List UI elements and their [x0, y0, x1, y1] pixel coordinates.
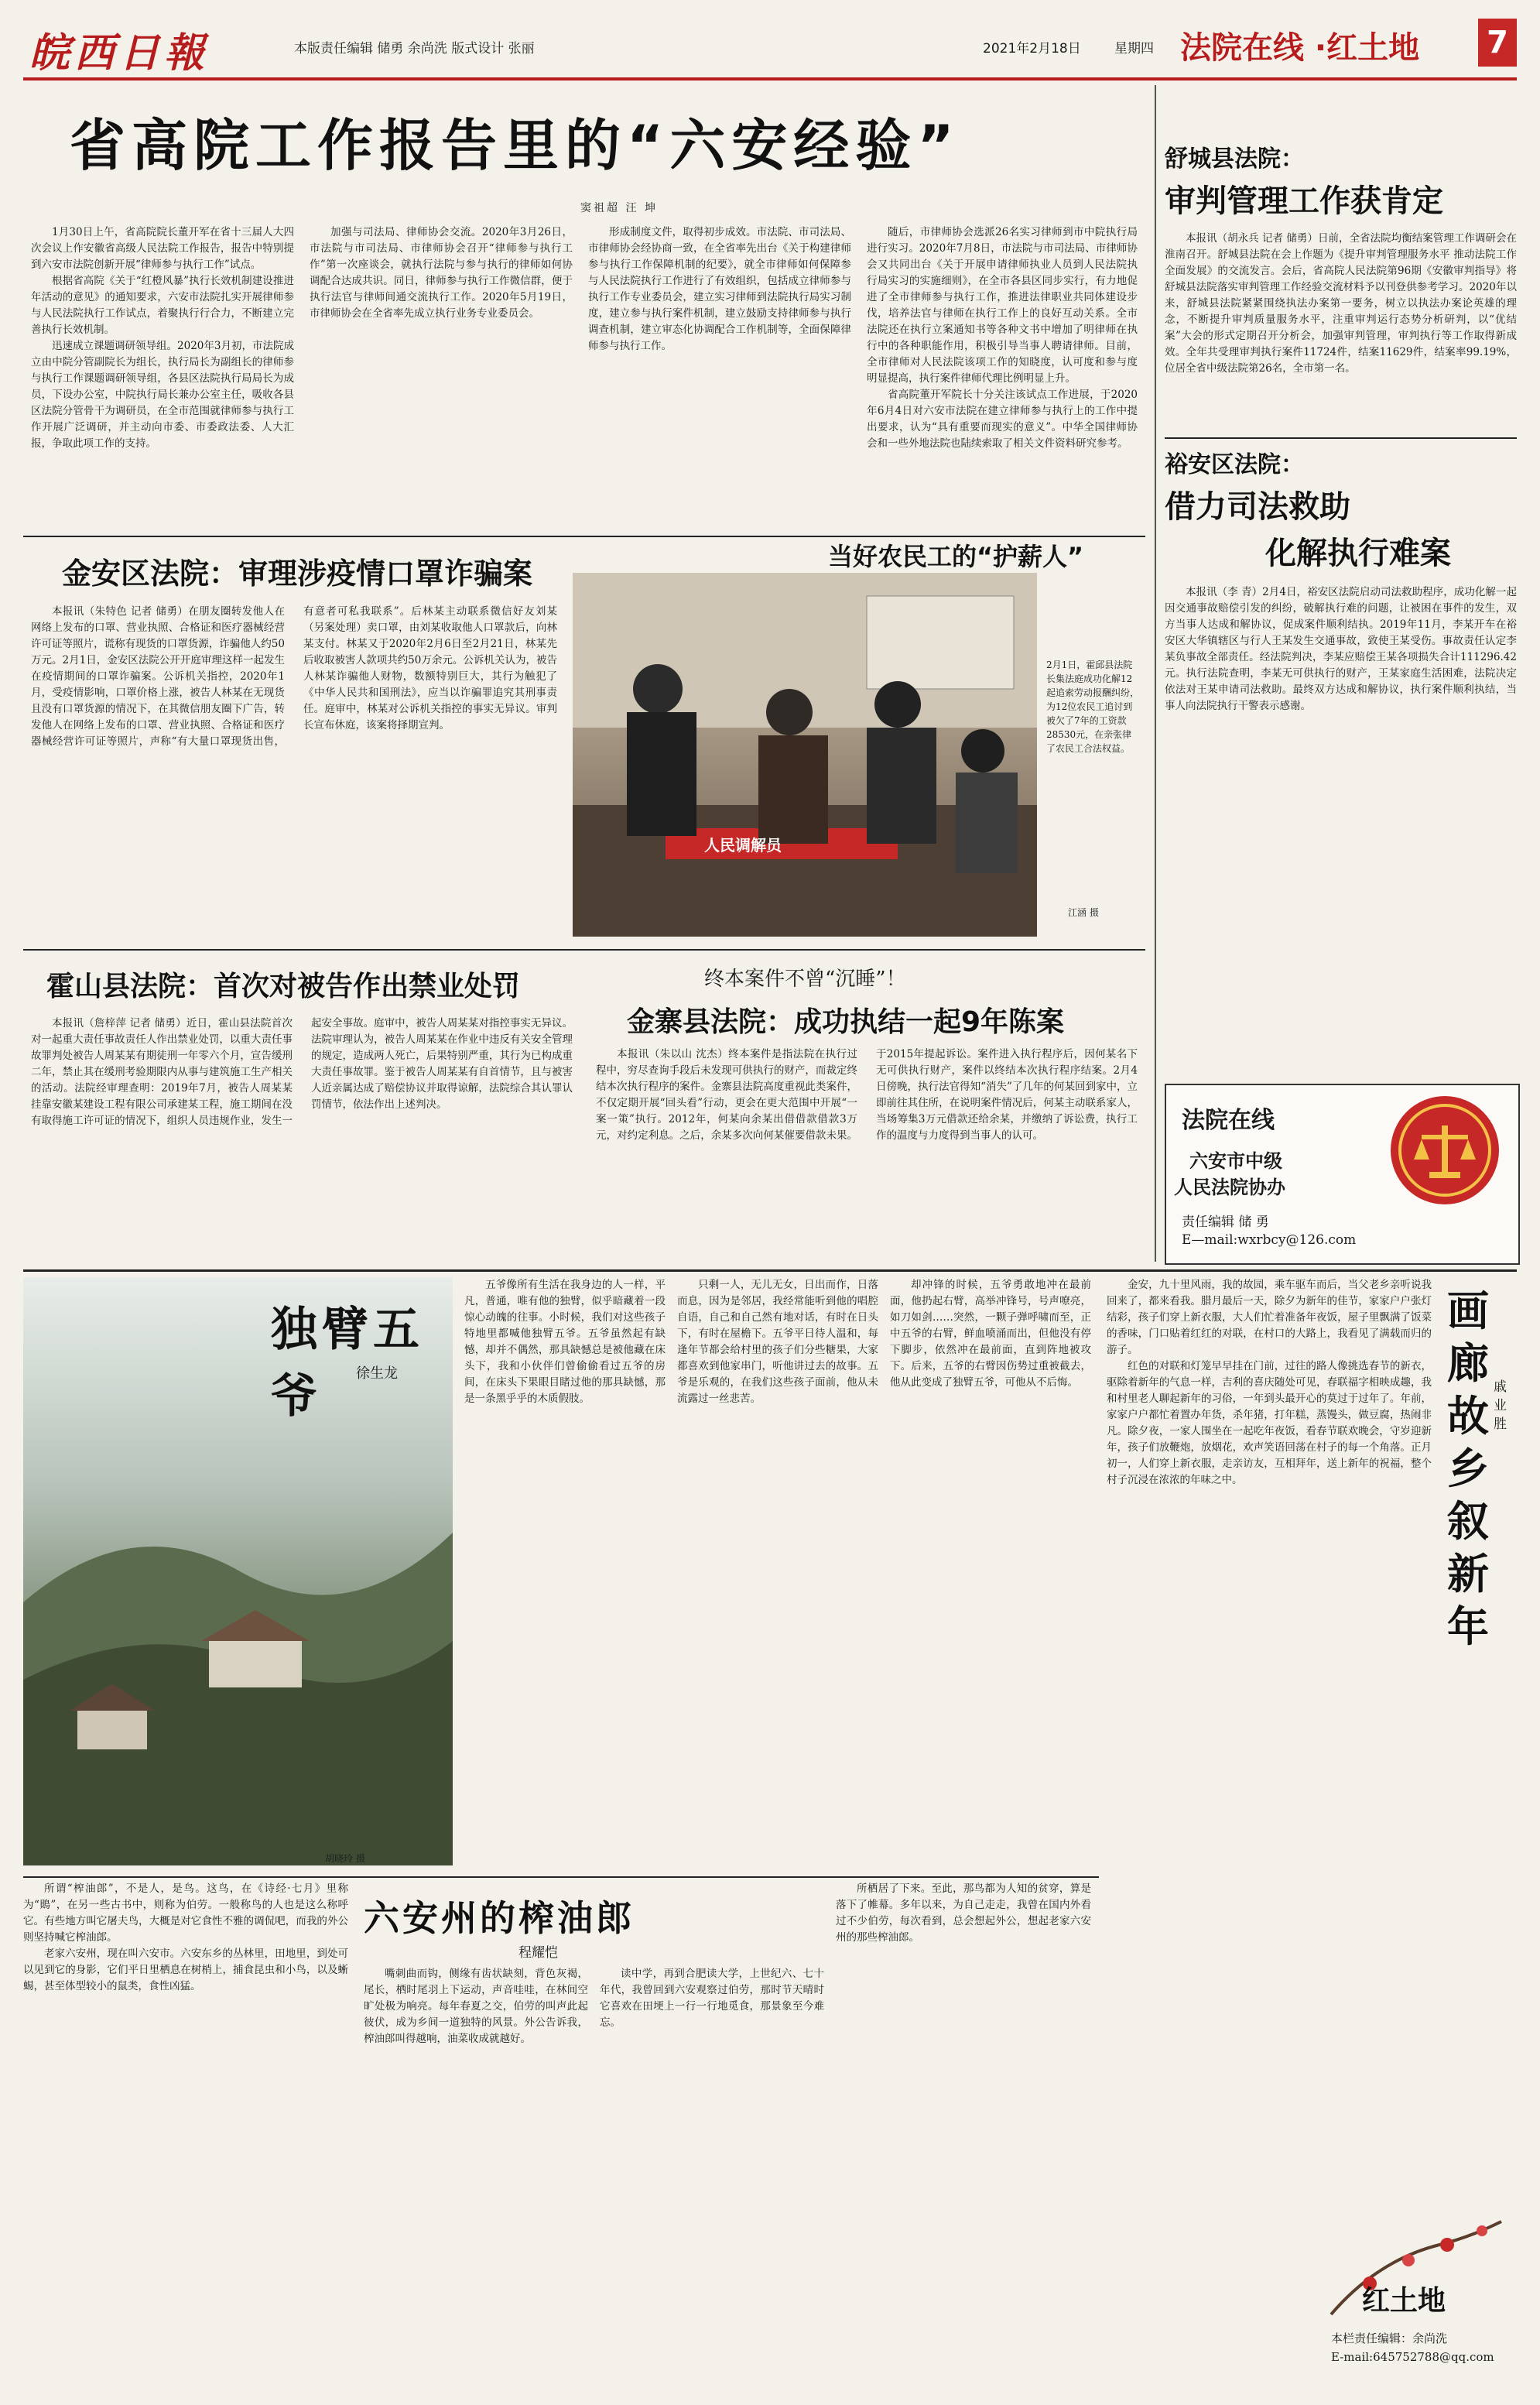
lead-byline: 窦祖超 汪 坤 — [580, 202, 658, 214]
dubi-photo-credit: 胡晓玲 摄 — [325, 1853, 365, 1864]
shucheng-body — [1165, 231, 1517, 428]
photo-story — [573, 542, 1145, 944]
hualang-author: 戚业胜 — [1494, 1379, 1507, 1432]
jinzhai-story — [588, 954, 1145, 1263]
youfang-column — [600, 1966, 824, 2384]
youfang-column — [836, 1881, 1091, 2384]
lead-paragraph: 迅速成立课题调研领导组。2020年3月初，市法院成立由中院分管副院长为组长，执行局长为副组长的律师参与执行工作课题调研领导组，各县区法院执行局局长为成员，下设办公室，中院执行局长兼办公室主任，吸收各县区法院分管骨干为调研员，在全市范围就律师参与执行工作开展广泛调研，并主动向市委、市委政法委、人大汇报，争取此项工作的支持。 — [31, 340, 294, 450]
newspaper-logo: 皖西日報 — [29, 29, 210, 77]
hualang-headline: 画廊故乡叙新年 — [1447, 1286, 1489, 1651]
youfang-column — [364, 1966, 588, 2384]
yuan-story — [1165, 445, 1517, 1080]
hualang-text: 红色的对联和灯笼早早挂在门前，过往的路人像挑选春节的新衣，驱除着新年的气息一样，吉利的喜庆随处可见，春联福字相映成趣，我和村里老人聊起新年的习俗，一年到头最开心的莫过于过年了。年前，家家户户都忙着置办年货，杀年猪，打年糕，蒸馒头，做豆腐，热闹非凡。除夕夜，一家人围坐在一起吃年夜饭，看春节联欢晚会，守岁迎新年，孩子们放鞭炮，放烟花，欢声笑语回荡在村子的每一个角落。正月初一，人们穿上新衣服，走亲访友，互相拜年，送上新年的祝福，整个村子沉浸在浓浓的年味之中。 — [1107, 1360, 1432, 1486]
yuan-body — [1165, 584, 1517, 1072]
youfang-paragraph: 所栖居了下来。至此，那鸟都为人知的贫穿，算是落下了帷幕。多年以来，为自己走走，我曾在国内外看过不少伯劳，每次看到，总会想起外公，想起老家六安州的那些榨油郎。 — [836, 1883, 1091, 1944]
dubi-column — [677, 1277, 878, 1865]
divider — [1155, 85, 1156, 1262]
jinzhai-body — [596, 1047, 1138, 1256]
photo-story-title: 当好农民工的“护薪人” — [828, 542, 1084, 571]
section-title: 法院在线 ·红土地 — [1180, 30, 1420, 66]
masthead-rule — [23, 77, 1517, 81]
shucheng-text: 本报讯（胡永兵 记者 储勇）日前，全省法院均衡结案管理工作调研会在淮南召开。舒城县法院在会上作题为《提升审判管理服务水平 推动法院工作全面发展》的交流发言。会后，省高院人民法院第96期《安徽审判指导》将舒城县法院落实审判管理工作经验交流材料予以刊登供参考学习。2020年以来，舒城县法院紧紧围绕执法办案第一要务，树立以执法办案论英雄的理念，不断提升审判质量服务水平，注重审判运行态势分析研判，以“优结案”大会的形式定期召开分析会，加强审判管理，审判执行等工作取得新成效。全年共受理审判执行案件11724件，结案11629件，结案率99.19%，位居全省中级法院第26名，全市第一名。 — [1165, 232, 1517, 375]
jinan-headline: 金安区法院：审理涉疫情口罩诈骗案 — [62, 557, 533, 591]
yuan-headline-2: 化解执行难案 — [1265, 536, 1451, 571]
photo-credit: 江涵 摄 — [1068, 907, 1099, 918]
jinzhai-kicker: 终本案件不曾“沉睡”！ — [704, 968, 906, 991]
lead-column — [310, 224, 573, 526]
ad-title: 法院在线 — [1182, 1107, 1275, 1134]
mediation-photo — [573, 573, 1037, 937]
hualang-body — [1107, 1277, 1432, 2183]
youfang-paragraph: 嘴刺曲而钩，侧缘有齿状缺刻，背色灰褐，尾长，栖时尾羽上下运动，声音哇哇，在林间空旷处极为响亮。每年春夏之交，伯劳的叫声此起彼伏，成为乡间一道独特的风景。外公告诉我，榨油郎叫得越响，油菜收成就越好。 — [364, 1968, 588, 2045]
jinzhai-text: 本报讯（朱以山 沈杰）终本案件是指法院在执行过程中，穷尽查询手段后未发现可供执行的财产，而裁定终结本次执行程序的案件。金寨县法院高度重视此类案件，不仅定期开展“回头看”行动，更会在更大范围中开展“一案一策”执行。2012年，何某向余某出借借款借款3万元，对约定利息。之后，余某多次向何某催要借款未果。于2015年提起诉讼。案件进入执行程序后，因何某名下无可供执行财产，案件以终结本次执行程序结案。2月4日傍晚，执行法官得知“消失”了几年的何某回到家中，立即前往其住所，在说明案件情况后，何某主动联系家人，当场筹集3万元借款还给余某，并缴纳了诉讼费，执行工作的温度与力度得到当事人的认可。 — [596, 1048, 1138, 1142]
court-online-box — [1165, 1084, 1520, 1265]
shucheng-story — [1165, 139, 1517, 433]
hongtudi-email: E-mail:645752788@qq.com — [1331, 2350, 1494, 2364]
lead-column — [867, 224, 1138, 526]
lead-paragraph: 形成制度文件，取得初步成效。市法院、市司法局、市律师协会经协商一致，在全省率先出台《关于构建律师参与执行工作保障机制的纪要》，就全市律师如何保障参与人民法院执行工作进行了有效组织，包括成立律师参与执行工作专业委员会，建立实习律师到法院执行局实习制度，建立参与执行案件机制，建立鼓励支持律师参与执行调查机制，建立审态化协调配合工作机制等，全面保障律师参与执行工作。 — [588, 226, 851, 352]
divider — [23, 949, 1145, 951]
huoshan-body — [31, 1016, 573, 1256]
dubi-column — [464, 1277, 666, 1865]
divider — [23, 1876, 1099, 1878]
divider — [1165, 437, 1517, 439]
lead-paragraph: 省高院董开军院长十分关注该试点工作进展，于2020年6月4日对六安市法院在建立律师参与执行上的工作中提出要求，认为“具有重要而现实的意义”。中华全国律师协会和一些外地法院也陆续索取了相关文件资料研究参考。 — [867, 389, 1138, 450]
ad-org-2: 人民法院协办 — [1174, 1177, 1285, 1198]
ad-editor: 责任编辑 储 勇 — [1182, 1214, 1269, 1230]
youfang-author: 程耀恺 — [518, 1945, 558, 1961]
mediation-scene-icon — [573, 573, 1037, 937]
hualang-paragraph: 金安，九十里风雨，我的故园，乘车驱车而后，当父老乡亲听说我回来了，都来看我。腊月最后一天，除夕为新年的佳节，家家户户张灯结彩，孩子们穿上新衣服，大人们忙着准备年夜饭，屋子里飘满了饭菜的香味，门口贴着红红的对联，在村口的大路上，我看见了满载而归的游子。 — [1107, 1279, 1432, 1356]
huoshan-headline: 霍山县法院：首次对被告作出禁业处罚 — [46, 971, 521, 1002]
jinzhai-headline: 金寨县法院：成功执结一起9年陈案 — [627, 1006, 1065, 1038]
lead-column — [588, 224, 851, 526]
youfang-paragraph: 所谓“榨油郎”，不是人，是鸟。这鸟，在《诗经·七月》里称为“鵙”，在另一些古书中，则称为伯劳。一般称鸟的人也是这么称呼它。有些地方叫它屠夫鸟，大概是对它食性不雅的调侃吧，而我的外公则坚持喊它榨油郎。 — [23, 1883, 348, 1944]
lead-column — [31, 224, 294, 526]
yuan-headline-small: 裕安区法院： — [1165, 451, 1304, 478]
landscape-photo — [23, 1277, 453, 1865]
issue-weekday: 星期四 — [1114, 41, 1154, 57]
dubi-paragraph: 却冲锋的时候，五爷勇敢地冲在最前面，他扔起右臂，高举冲锋号，号声嘹亮，如刀如剑……突然，一颗子弹呼啸而至，正中五爷的右臂，鲜血喷涌而出，但他没有停下脚步，依然冲在最前面，直到阵地被攻下。后来，五爷的右臂因伤势过重被截去，他从此变成了独臂五爷，可他从不后悔。 — [890, 1279, 1091, 1389]
lead-paragraph: 加强与司法局、律师协会交流。2020年3月26日，市法院与市司法局、市律师协会召开“律师参与执行工作”第一次座谈会，就执行法院与参与执行的律师如何协调配合达成共识。同日，律师参与执行工作微信群，便于执行法官与律师间通交流执行工作。2020年5月19日，市律师协会在全省率先成立执行业务专业委员会。 — [310, 226, 573, 320]
huoshan-text: 本报讯（詹梓萍 记者 储勇）近日，霍山县法院首次对一起重大责任事故责任人作出禁业处罚，以重大责任事故罪判处被告人周某某有期徒刑一年零六个月，宣告缓刑二年，禁止其在缓刑考验期限内从事与建筑施工生产相关的活动。法院经审理查明：2019年7月，被告人周某某挂靠安徽某建设工程有限公司承建某工程，施工期间在没有取得施工许可证的情况下，组织人员违规作业，发生一起安全事故。庭审中，被告人周某某对指控事实无异议。法院审理认为，被告人周某某在作业中违反有关安全管理的规定，造成两人死亡，后果特别严重，其行为已构成重大责任事故罪。鉴于被告人周某某有自首情节，且与被害人近亲属达成了赔偿协议并取得谅解，法院综合其认罪认罚情节，依法作出上述判决。 — [31, 1017, 573, 1127]
masthead — [23, 14, 1517, 79]
court-emblem-icon — [1391, 1096, 1499, 1204]
hualang-feature — [1107, 1277, 1517, 2191]
youfang-feature — [23, 1881, 1099, 2392]
issue-date: 2021年2月18日 — [983, 41, 1081, 57]
youfang-column — [23, 1881, 348, 2384]
yuan-text: 本报讯（李 青）2月4日，裕安区法院启动司法救助程序，成功化解一起因交通事故赔偿引发的纠纷，破解执行难的问题，让被困在事件的发生，双方当事人达成和解协议，促成案件顺利结执。2019年11月，李某开车在裕安区大华镇辖区与行人王某发生交通事故，致使王某受伤。事故责任认定李某负事故全部责任。经法院判决，李某应赔偿王某各项损失合计111296.42元。执行法院查明，李某无可供执行的财产，王某家庭生活困难，法院决定依法对王某申请司法救助。最终双方达成和解协议，执行案件顺利执结，当事人向法院执行干警表示感谢。 — [1165, 586, 1517, 712]
jinan-body — [31, 604, 557, 937]
dubi-column — [890, 1277, 1091, 1865]
shucheng-headline: 审判管理工作获肯定 — [1165, 183, 1443, 219]
mediator-banner: 人民调解员 — [704, 836, 782, 855]
shucheng-headline-small: 舒城县法院： — [1165, 146, 1304, 173]
lead-paragraph: 随后，市律师协会选派26名实习律师到市中院执行局进行实习。2020年7月8日，市法院与市司法局、市律师协会又共同出台《关于开展申请律师执业人员到人民法院执行局实习的实施细则》，在全市各县区同步实行，有力地促进了全市律师参与执行工作，推进法律职业共同体建设步伐，培养法官与律师在执行工作上的良好互动关系。全市法院还在执行立案通知书等各种文书中增加了明律师在执行中的各种职能作用，积极引导当事人聘请律师。目前，全市律师对人民法院该项工作的知晓度，认可度和参与度明显提高，执行案件律师代理比例明显上升。 — [867, 226, 1138, 385]
dubi-feature — [23, 1277, 1099, 1873]
dubi-headline: 独臂五爷 — [271, 1303, 424, 1423]
page-number: 7 — [1478, 19, 1517, 67]
lead-paragraph: 1月30日上午，省高院院长董开军在省十三届人大四次会议上作安徽省高级人民法院工作报告，报告中特别提到六安市法院创新开展“律师参与执行工作”试点。 — [31, 226, 294, 271]
hongtudi-title: 红土地 — [1362, 2285, 1446, 2317]
hongtudi-editor: 本栏责任编辑：余尚洗 — [1331, 2331, 1448, 2345]
jinan-text: 本报讯（朱特色 记者 储勇）在朋友圈转发他人在网络上发布的口罩、营业执照、合格证和医疗器械经营许可证等照片，谎称有现货的口罩货源，诈骗他人约50万元。2月1日，金安区法院公开开庭审理这样一起发生在疫情期间的口罩诈骗案。公诉机关指控，2020年1月，受疫情影响，口罩价格上涨，被告人林某在无现货且没有口罩货源的情况下，在其微信朋友圈下广告，转发他人在网络上发布的口罩、营业执照、合格证和医疗器械经营许可证等照片，声称“有大量口罩现货出售，有意者可私我联系”。后林某主动联系微信好友刘某（另案处理）卖口罩，由刘某收取他人口罩款后，向林某支付。林某又于2020年2月6日至2月21日，林某先后收取被害人款项共约50万余元。公诉机关认为，被告人林某诈骗他人财物，数额特别巨大，其行为触犯了《中华人民共和国刑法》，应当以诈骗罪追究其刑事责任。庭审中，林某对公诉机关指控的事实无异议。审判长宣布休庭，该案将择期宣判。 — [31, 605, 557, 748]
youfang-paragraph: 老家六安州，现在叫六安市。六安东乡的丛林里，田地里，到处可以见到它的身影，它们平日里栖息在树梢上，捕食昆虫和小鸟，以及蜥蜴，甚至体型较小的鼠类，食性凶猛。 — [23, 1948, 348, 1992]
hongtudi-box — [1316, 2214, 1517, 2384]
lead-headline: 省高院工作报告里的“六安经验” — [70, 113, 960, 178]
divider — [23, 1269, 1517, 1272]
page-editors: 本版责任编辑 储勇 余尚洗 版式设计 张丽 — [294, 41, 535, 57]
dubi-paragraph: 五爷像所有生活在我身边的人一样，平凡，普通，唯有他的独臂，似乎暗藏着一段惊心动魄的往事。小时候，我们对这些孩子特地里都喊他独臂五爷。五爷虽然起有缺憾，却并不偶然，那具缺憾总是被他藏在床头下，我和小伙伴们曾偷偷看过五爷的房间，在床头下果眼目睹过他的那具缺憾，那是一条黑乎乎的木质假肢。 — [464, 1279, 666, 1405]
youfang-paragraph: 读中学，再到合肥读大学，上世纪六、七十年代，我曾回到六安观察过伯劳，那时节天晴时它喜欢在田埂上一行一行地觅食，那景象至今难忘。 — [600, 1968, 824, 2029]
lead-story — [23, 85, 1145, 534]
lead-paragraph: 根据省高院《关于“红橙风暴”执行长效机制建设推进年活动的意见》的通知要求，六安市法院扎实开展律师参与人民法院执行工作试点，着聚执行行合力，不断建立完善执行长效机制。 — [31, 275, 294, 336]
youfang-headline: 六安州的榨油郎 — [364, 1897, 635, 1939]
yuan-headline-1: 借力司法救助 — [1165, 489, 1350, 525]
ad-email: E—mail:wxrbcy@126.com — [1182, 1232, 1357, 1248]
jinan-story — [23, 542, 565, 944]
photo-caption: 2月1日，霍邱县法院长集法庭成功化解12起追索劳动报酬纠纷，为12位农民工追讨到被欠了7年的工资款28530元，在亲张律了农民工合法权益。 — [1046, 659, 1140, 754]
huoshan-story — [23, 954, 580, 1263]
ad-org-1: 六安市中级 — [1189, 1150, 1282, 1172]
dubi-author: 徐生龙 — [356, 1365, 398, 1382]
dubi-paragraph: 只剩一人，无儿无女，日出而作，日落而息，因为是邻居，我经常能听到他的唱腔自语，自己和自己然有地对话，有时在日头下，有时在屋檐下。五爷平日待人温和，每逢年节都会给村里的孩子们分些糖果，大家都喜欢到他家串门，听他讲过去的故事。五爷是乐观的，在我们这些孩子面前，他从未流露过一丝悲苦。 — [677, 1279, 878, 1405]
